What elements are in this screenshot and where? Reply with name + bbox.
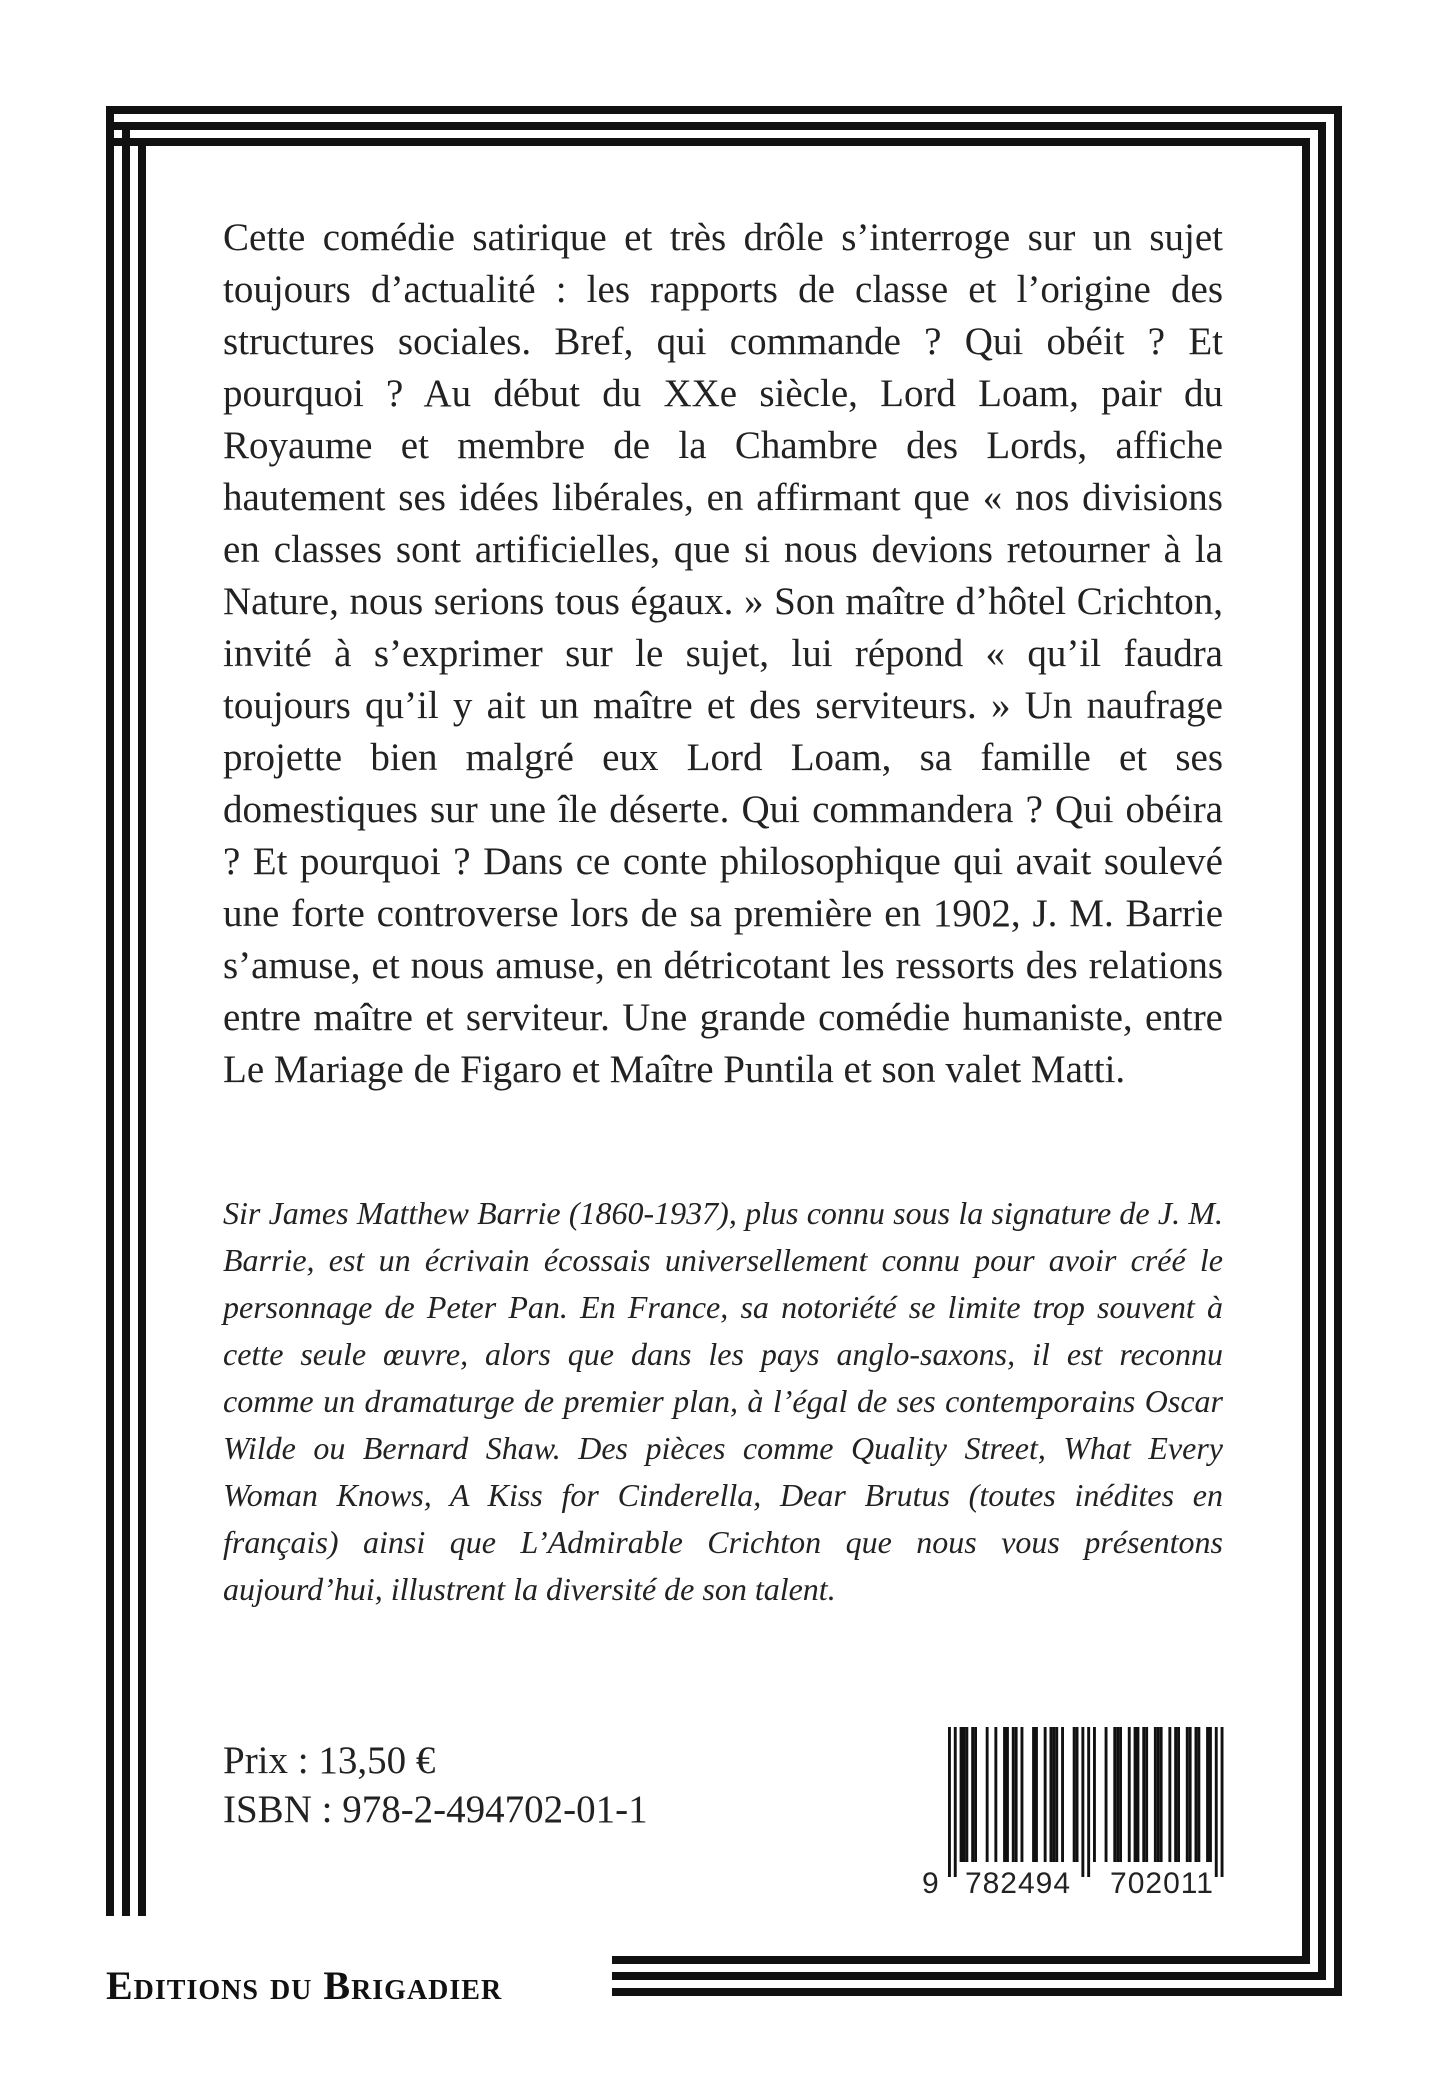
author-bio: Sir James Matthew Barrie (1860-1937), plus connu sous la signature de J. M. Barrie, est un écrivain écossais universellement connu pour avoir créé le personnage de Peter Pan. En France, sa notoriété se limite trop souvent à cette seule œuvre, alors que dans les pays anglo-saxons, il est reconnu comme un dramaturge de premier plan, à l’égal de ses contemporains Oscar Wilde ou Bernard Shaw. Des pièces comme Quality Street, What Every Woman Knows, A Kiss for Cinderella, Dear Brutus (toutes inédites en français) ainsi que L’Admirable Crichton que nous vous présentons aujourd’hui, illustrent la diversité de son talent. — [223, 1195, 1223, 1607]
barcode-bar — [1177, 1727, 1180, 1862]
barcode-bar — [1006, 1727, 1009, 1862]
barcode-bar — [1093, 1727, 1096, 1862]
barcode-bar — [1035, 1727, 1038, 1862]
barcode-bar — [1134, 1727, 1137, 1862]
barcode-bars — [922, 1727, 1234, 1877]
barcode-bar — [986, 1727, 989, 1862]
barcode-bar — [1021, 1727, 1024, 1862]
barcode-bar — [1061, 1727, 1064, 1862]
barcode-bar — [1128, 1727, 1131, 1862]
barcode-bar — [994, 1727, 997, 1862]
frame-top-middle — [106, 122, 1326, 130]
barcode-bar — [1195, 1727, 1198, 1862]
barcode-bar — [1003, 1727, 1006, 1862]
barcode-bar — [1113, 1727, 1116, 1862]
book-summary: Cette comédie satirique et très drôle s’interroge sur un sujet toujours d’actualité : les rapports de classe et l’origine des structures sociales. Bref, qui commande ? Qui obéit ? Et pourquoi ? Au début du XXe siècle, Lord Loam, pair du Royaume et membre de la Chambre des Lords, affiche hautement ses idées libérales, en affirmant que « nos divisions en classes sont artificielles, que si nous devions retourner à la Nature, nous serions tous égaux. » Son maître d’hôtel Crichton, invité à s’exprimer sur le sujet, lui répond « qu’il faudra toujours qu’il y ait un maître et des serviteurs. » Un naufrage projette bien malgré eux Lord Loam, sa famille et ses domestiques sur une île déserte. Qui commandera ? Qui obéira ? Et pourquoi ? Dans ce conte philosophique qui avait soulevé une forte controverse lors de sa première en 1902, J. M. Barrie s’amuse, et nous amuse, en détricotant les ressorts des relations entre maître et serviteur. Une grande comédie humaniste, entre Le Mariage de Figaro et Maître Puntila et son valet Matti. — [223, 216, 1223, 1091]
frame-top-inner — [106, 138, 1310, 146]
barcode-bar — [1015, 1727, 1018, 1862]
barcode-bar — [1055, 1727, 1058, 1862]
barcode-bar — [1116, 1727, 1119, 1862]
barcode-bar — [1206, 1727, 1209, 1862]
frame-right-inner — [1302, 138, 1310, 1964]
barcode-bar — [1012, 1727, 1015, 1862]
barcode-bar — [1073, 1727, 1076, 1862]
barcode-bar — [1105, 1727, 1108, 1862]
barcode-bar — [1160, 1727, 1163, 1862]
barcode-bar — [1174, 1727, 1177, 1862]
frame-bottom-upper — [612, 1956, 1310, 1964]
frame-right-middle — [1318, 122, 1326, 1980]
barcode-bar — [1215, 1727, 1218, 1877]
barcode-bar — [1044, 1727, 1047, 1862]
price: Prix : 13,50 € — [223, 1739, 436, 1782]
barcode-bar — [1189, 1727, 1192, 1862]
barcode-digits — [922, 1867, 1234, 1901]
barcode-bar — [1137, 1727, 1140, 1862]
barcode-right-group: 702011 — [1110, 1867, 1214, 1900]
barcode-bar — [963, 1727, 966, 1862]
barcode-bar — [1157, 1727, 1160, 1862]
barcode-bar — [1142, 1727, 1145, 1862]
barcode-bar — [1081, 1727, 1084, 1877]
barcode-bar — [1168, 1727, 1171, 1862]
frame-left-middle — [122, 122, 130, 1916]
frame-left-inner — [138, 138, 146, 1916]
frame-left-outer — [106, 106, 114, 1916]
barcode-bar — [1209, 1727, 1212, 1862]
barcode-bar — [948, 1727, 951, 1877]
barcode-bar — [971, 1727, 974, 1862]
frame-bottom-middle — [612, 1972, 1326, 1980]
barcode-bar — [954, 1727, 957, 1877]
barcode-bar — [974, 1727, 977, 1862]
barcode-bar — [960, 1727, 963, 1862]
barcode-bar — [1154, 1727, 1157, 1862]
barcode-bar — [1145, 1727, 1148, 1862]
barcode — [922, 1727, 1234, 1902]
barcode-bar — [1119, 1727, 1122, 1862]
barcode-bar — [1087, 1727, 1090, 1877]
barcode-bar — [1197, 1727, 1200, 1862]
barcode-first-digit: 9 — [922, 1867, 939, 1900]
barcode-left-group: 782494 — [964, 1867, 1072, 1900]
barcode-bar — [1186, 1727, 1189, 1862]
frame-top-outer — [106, 106, 1342, 114]
barcode-bar — [1050, 1727, 1053, 1862]
publisher-name: Editions du Brigadier — [106, 1963, 503, 2008]
barcode-bar — [1221, 1727, 1224, 1877]
barcode-bar — [1032, 1727, 1035, 1862]
barcode-bar — [1052, 1727, 1055, 1862]
barcode-bar — [1076, 1727, 1079, 1862]
barcode-bar — [965, 1727, 968, 1862]
frame-bottom-lower — [612, 1988, 1342, 1996]
frame-right-outer — [1334, 106, 1342, 1996]
isbn: ISBN : 978-2-494702-01-1 — [223, 1788, 648, 1831]
